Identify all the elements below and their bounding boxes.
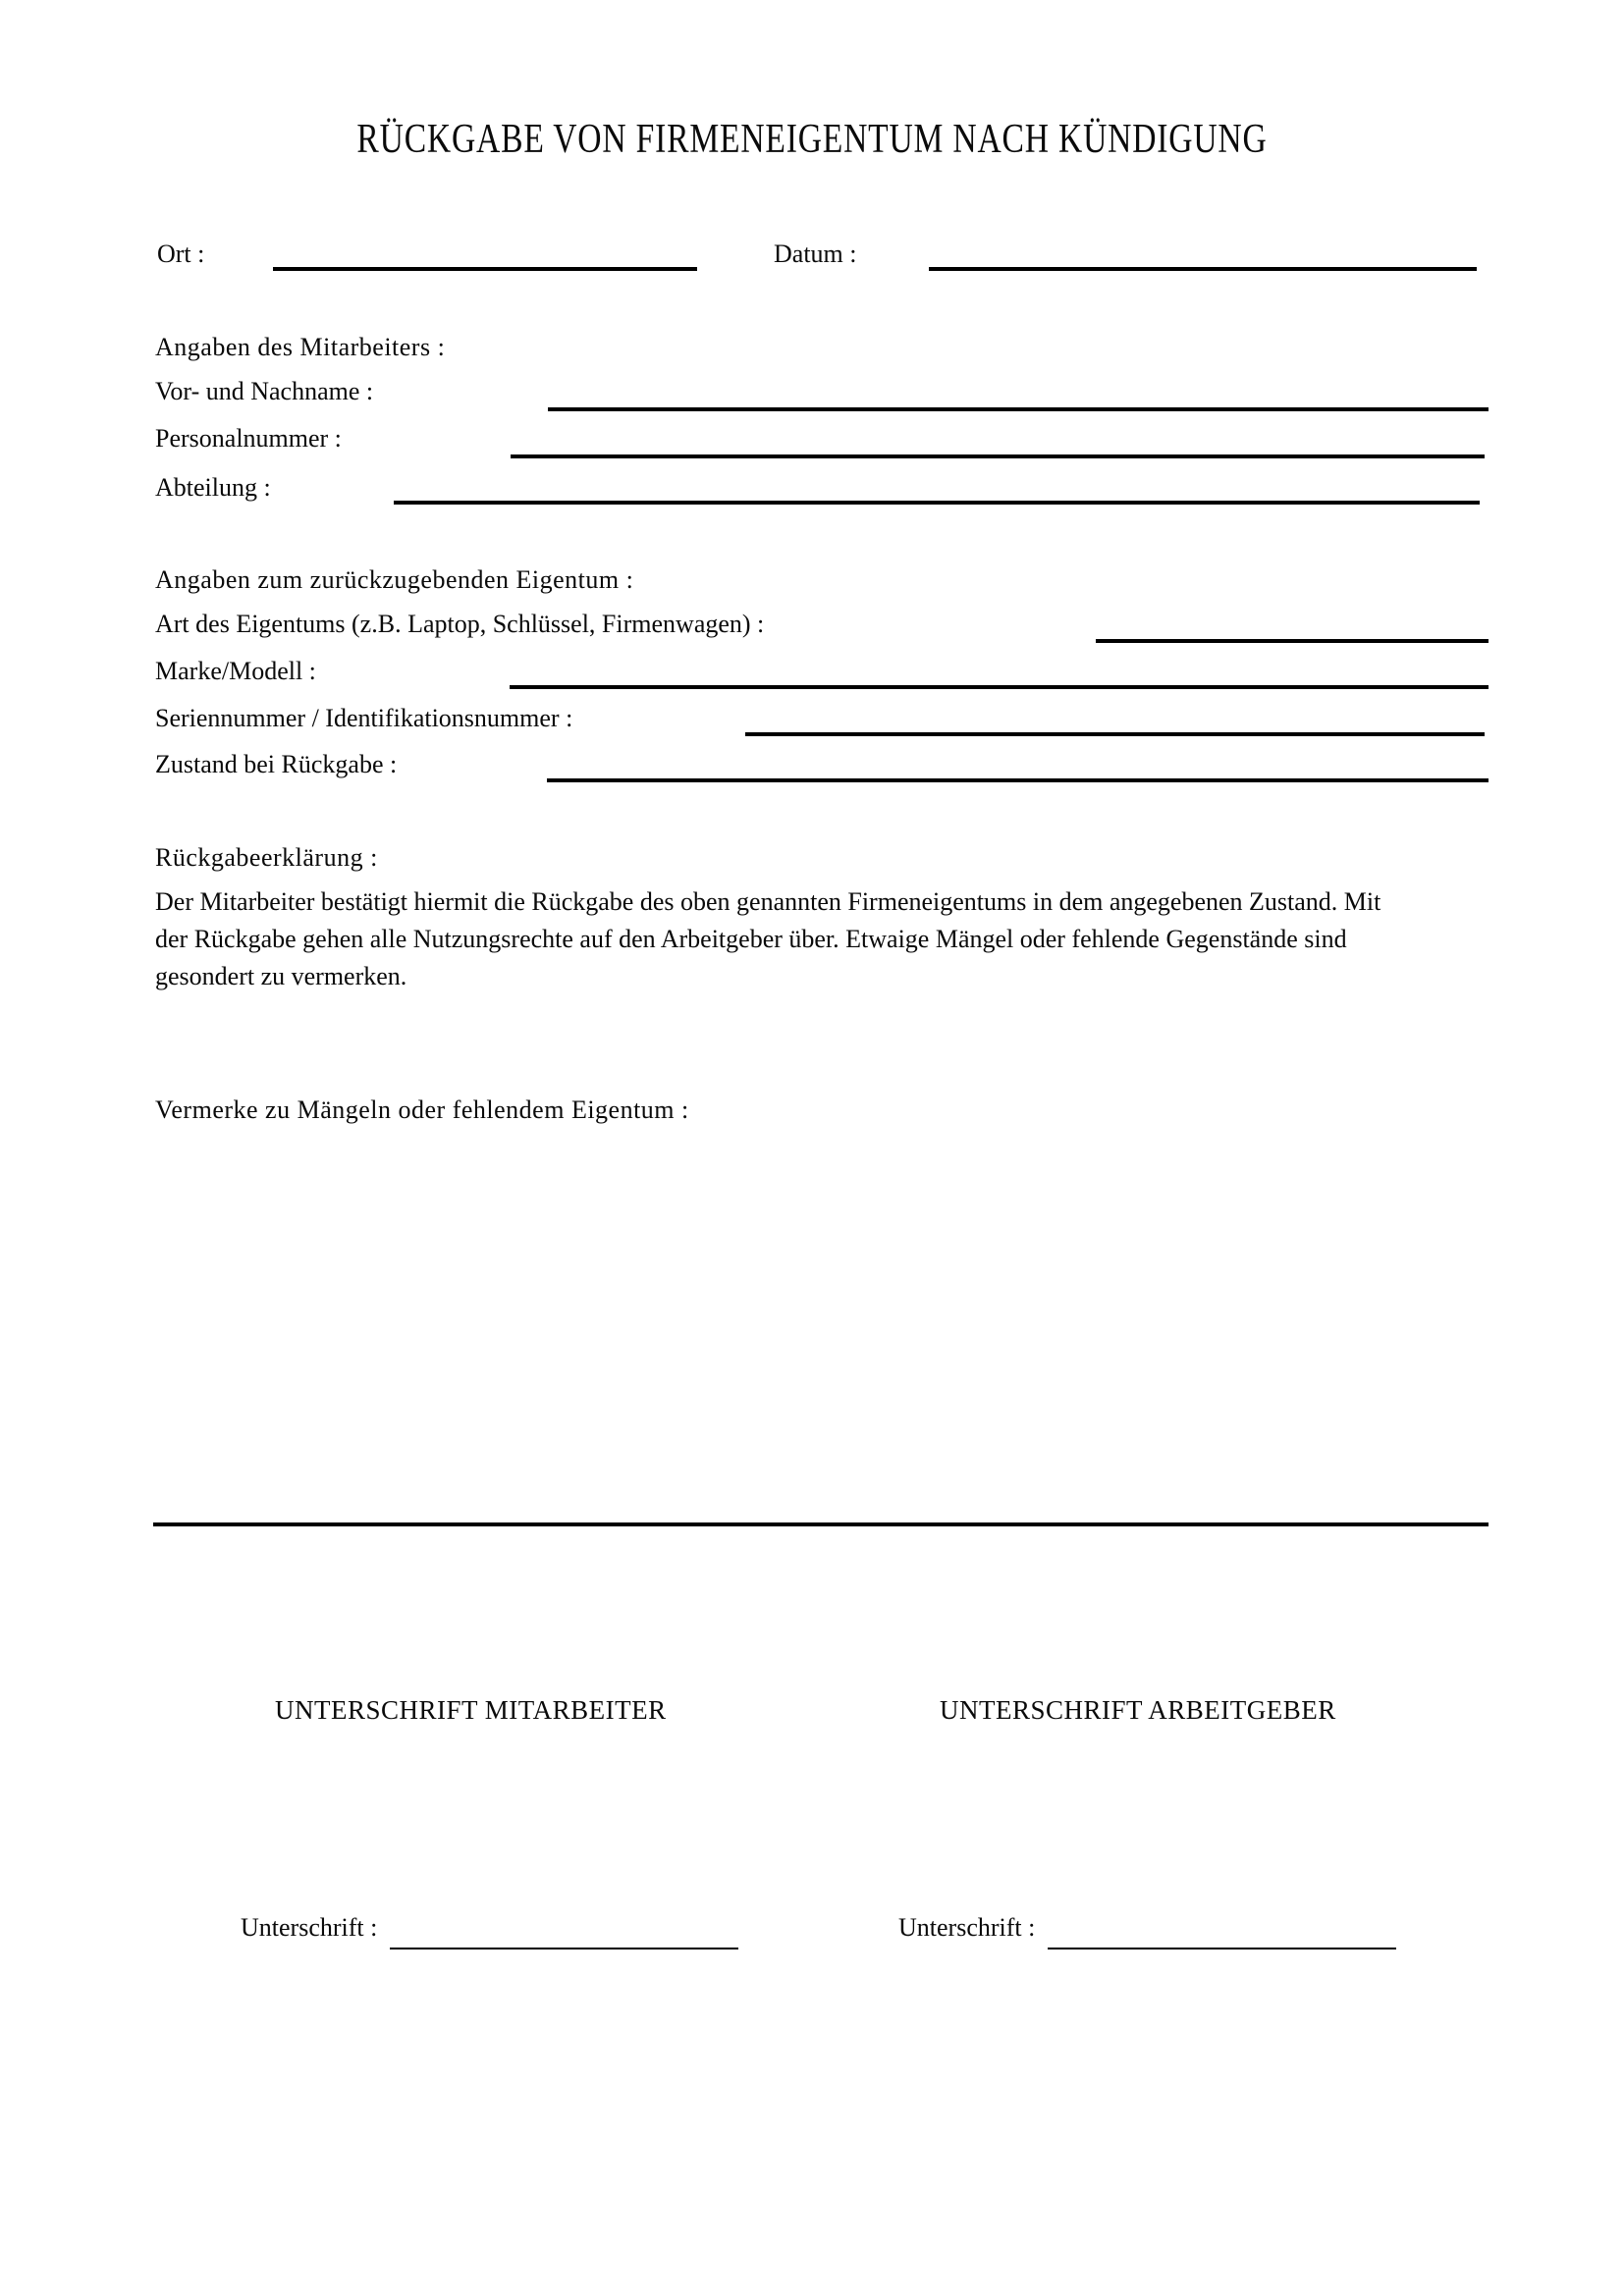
ort-label: Ort : <box>157 240 205 268</box>
employee-signature-label: Unterschrift : <box>241 1913 378 1942</box>
datum-field-line[interactable] <box>929 267 1477 271</box>
personnel-number-field-line[interactable] <box>511 454 1485 458</box>
document-title: RÜCKGABE VON FIRMENEIGENTUM NACH KÜNDIGUNG <box>356 117 1268 162</box>
condition-field-line[interactable] <box>547 778 1489 782</box>
property-type-field-line[interactable] <box>1096 639 1489 643</box>
employee-section-heading: Angaben des Mitarbeiters : <box>155 333 446 361</box>
employer-signature-blank[interactable] <box>1048 1920 1396 1949</box>
declaration-line-3: gesondert zu vermerken. <box>155 962 407 990</box>
employee-signature-blank[interactable] <box>390 1920 738 1949</box>
employer-signature-heading: UNTERSCHRIFT ARBEITGEBER <box>940 1695 1336 1725</box>
department-label: Abteilung : <box>155 473 271 502</box>
remarks-input-area[interactable] <box>155 1144 1489 1517</box>
personnel-number-label: Personalnummer : <box>155 424 342 453</box>
name-label: Vor- und Nachname : <box>155 377 374 405</box>
department-field-line[interactable] <box>394 501 1480 505</box>
datum-label: Datum : <box>774 240 857 268</box>
brand-model-label: Marke/Modell : <box>155 657 316 685</box>
serial-number-field-line[interactable] <box>745 732 1485 736</box>
remarks-bottom-line <box>153 1522 1489 1526</box>
employer-signature-label: Unterschrift : <box>898 1913 1036 1942</box>
name-field-line[interactable] <box>548 407 1489 411</box>
declaration-line-1: Der Mitarbeiter bestätigt hiermit die Rückgabe des oben genannten Firmeneigentums in dem angegebenen Zustand. Mit <box>155 887 1381 916</box>
declaration-paragraph <box>155 883 1380 995</box>
declaration-line-2: der Rückgabe gehen alle Nutzungsrechte auf den Arbeitgeber über. Etwaige Mängel oder fehlende Gegenstände sind <box>155 925 1347 953</box>
property-section-heading: Angaben zum zurückzugebenden Eigentum : <box>155 565 634 594</box>
remarks-heading: Vermerke zu Mängeln oder fehlendem Eigentum : <box>155 1095 689 1124</box>
condition-label: Zustand bei Rückgabe : <box>155 750 398 778</box>
ort-field-line[interactable] <box>273 267 697 271</box>
brand-model-field-line[interactable] <box>510 685 1489 689</box>
employee-signature-heading: UNTERSCHRIFT MITARBEITER <box>275 1695 667 1725</box>
property-type-label: Art des Eigentums (z.B. Laptop, Schlüssel, Firmenwagen) : <box>155 610 765 638</box>
serial-number-label: Seriennummer / Identifikationsnummer : <box>155 704 573 732</box>
declaration-heading: Rückgabeerklärung : <box>155 843 378 872</box>
